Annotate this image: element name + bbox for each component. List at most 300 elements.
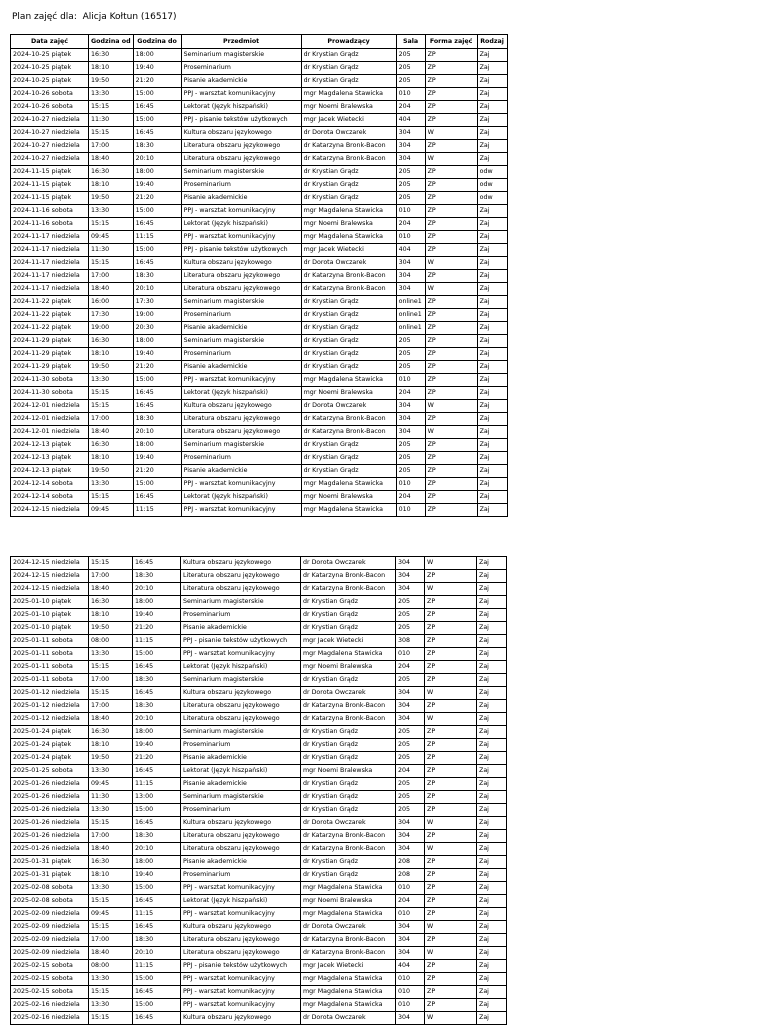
cell-type: Zaj (477, 648, 507, 661)
cell-time-to: 20:10 (133, 713, 181, 726)
cell-time-from: 11:30 (89, 791, 133, 804)
cell-form: W (425, 153, 477, 166)
cell-teacher: mgr Magdalena Stawicka (301, 88, 396, 101)
cell-time-from: 13:30 (89, 205, 134, 218)
cell-time-to: 11:15 (133, 778, 181, 791)
header-row (11, 35, 508, 49)
cell-subject: Lektorat (Język hiszpański) (181, 491, 301, 504)
cell-form: ZP (425, 635, 477, 648)
cell-subject: Proseminarium (181, 452, 301, 465)
cell-room: 205 (396, 192, 425, 205)
cell-time-to: 19:40 (133, 452, 181, 465)
cell-type: Zaj (477, 999, 507, 1012)
cell-time-from: 11:30 (89, 244, 134, 257)
cell-room: 010 (396, 908, 425, 921)
cell-room: 204 (396, 491, 425, 504)
cell-teacher: dr Krystian Grądz (301, 596, 396, 609)
cell-time-to: 20:10 (133, 947, 181, 960)
cell-teacher: mgr Noemi Bralewska (301, 387, 396, 400)
cell-room: 404 (396, 244, 425, 257)
cell-time-from: 17:00 (89, 934, 133, 947)
cell-subject: Proseminarium (181, 609, 301, 622)
cell-form: ZP (425, 791, 477, 804)
cell-time-from: 19:50 (89, 622, 133, 635)
cell-time-from: 18:10 (89, 609, 133, 622)
cell-time-to: 20:10 (133, 426, 181, 439)
table-row (11, 283, 508, 296)
cell-time-to: 20:30 (133, 322, 181, 335)
cell-form: ZP (425, 986, 477, 999)
page-header (12, 12, 177, 22)
cell-time-to: 15:00 (133, 374, 181, 387)
cell-date: 2025-01-12 niedziela (11, 713, 89, 726)
cell-date: 2024-12-15 niedziela (11, 504, 89, 517)
cell-teacher: dr Dorota Owczarek (301, 127, 396, 140)
cell-subject: Proseminarium (181, 179, 301, 192)
cell-time-to: 21:20 (133, 192, 181, 205)
schedule-body-page-1 (11, 49, 508, 517)
cell-subject: PPJ - warsztat komunikacyjny (181, 986, 301, 999)
cell-subject: PPJ - pisanie tekstów użytkowych (181, 960, 301, 973)
cell-date: 2025-02-15 sobota (11, 973, 89, 986)
cell-subject: Lektorat (Język hiszpański) (181, 895, 301, 908)
cell-time-to: 18:00 (133, 596, 181, 609)
cell-time-from: 16:30 (89, 439, 134, 452)
cell-subject: Proseminarium (181, 804, 301, 817)
table-row (11, 765, 507, 778)
cell-room: 010 (396, 986, 425, 999)
cell-type: Zaj (477, 570, 507, 583)
cell-teacher: mgr Noemi Bralewska (301, 491, 396, 504)
cell-subject: Literatura obszaru językowego (181, 140, 301, 153)
cell-time-from: 19:50 (89, 75, 134, 88)
cell-room: 205 (396, 361, 425, 374)
cell-form: ZP (425, 700, 477, 713)
cell-time-to: 13:00 (133, 791, 181, 804)
cell-form: ZP (425, 804, 477, 817)
cell-time-from: 16:30 (89, 49, 134, 62)
schedule-table-page-1 (10, 34, 508, 517)
cell-time-from: 15:15 (89, 218, 134, 231)
cell-time-to: 18:30 (133, 934, 181, 947)
cell-date: 2024-12-13 piątek (11, 465, 89, 478)
cell-teacher: mgr Jacek Wietecki (301, 635, 396, 648)
cell-time-from: 18:40 (89, 283, 134, 296)
cell-teacher: dr Krystian Grądz (301, 791, 396, 804)
cell-teacher: dr Dorota Owczarek (301, 400, 396, 413)
cell-time-to: 21:20 (133, 752, 181, 765)
cell-time-from: 17:30 (89, 309, 134, 322)
cell-time-to: 20:10 (133, 843, 181, 856)
table-row (11, 635, 507, 648)
cell-type: Zaj (477, 127, 507, 140)
cell-room: 205 (396, 739, 425, 752)
cell-time-from: 18:40 (89, 713, 133, 726)
cell-type: Zaj (477, 439, 507, 452)
cell-subject: Lektorat (Język hiszpański) (181, 661, 301, 674)
cell-teacher: dr Krystian Grądz (301, 674, 396, 687)
cell-subject: Seminarium magisterskie (181, 726, 301, 739)
cell-type: Zaj (477, 218, 507, 231)
cell-time-to: 16:45 (133, 661, 181, 674)
cell-time-to: 15:00 (133, 478, 181, 491)
cell-time-to: 15:00 (133, 999, 181, 1012)
cell-time-from: 18:10 (89, 62, 134, 75)
cell-time-to: 11:15 (133, 231, 181, 244)
cell-date: 2025-01-26 niedziela (11, 778, 89, 791)
cell-time-from: 16:30 (89, 166, 134, 179)
cell-type: Zaj (477, 283, 507, 296)
cell-room: 205 (396, 166, 425, 179)
cell-form: ZP (425, 478, 477, 491)
cell-room: 010 (396, 205, 425, 218)
cell-subject: Proseminarium (181, 739, 301, 752)
cell-date: 2025-01-11 sobota (11, 661, 89, 674)
cell-time-from: 17:00 (89, 700, 133, 713)
cell-room: 205 (396, 726, 425, 739)
cell-room: 304 (396, 283, 425, 296)
cell-room: 205 (396, 791, 425, 804)
cell-type: Zaj (477, 205, 507, 218)
cell-time-from: 18:10 (89, 739, 133, 752)
col-header-teacher: Prowadzący (301, 35, 396, 49)
cell-teacher: dr Dorota Owczarek (301, 557, 396, 570)
cell-time-from: 15:15 (89, 1012, 133, 1025)
table-row (11, 439, 508, 452)
cell-teacher: dr Dorota Owczarek (301, 817, 396, 830)
cell-time-to: 16:45 (133, 895, 181, 908)
cell-subject: Lektorat (Język hiszpański) (181, 101, 301, 114)
cell-room: 208 (396, 856, 425, 869)
cell-type: Zaj (477, 62, 507, 75)
cell-subject: Kultura obszaru językowego (181, 557, 301, 570)
cell-room: 304 (396, 713, 425, 726)
cell-teacher: dr Krystian Grądz (301, 869, 396, 882)
cell-room: 205 (396, 49, 425, 62)
table-row (11, 478, 508, 491)
cell-time-from: 15:15 (89, 817, 133, 830)
cell-date: 2025-01-25 sobota (11, 765, 89, 778)
cell-teacher: dr Krystian Grądz (301, 804, 396, 817)
table-row (11, 778, 507, 791)
cell-form: ZP (425, 570, 477, 583)
cell-type: Zaj (477, 504, 507, 517)
cell-time-to: 18:30 (133, 674, 181, 687)
cell-type: Zaj (477, 687, 507, 700)
cell-type: Zaj (477, 374, 507, 387)
table-row (11, 674, 507, 687)
table-row (11, 596, 507, 609)
cell-time-to: 19:40 (133, 62, 181, 75)
cell-form: ZP (425, 648, 477, 661)
cell-form: ZP (425, 491, 477, 504)
cell-teacher: dr Dorota Owczarek (301, 921, 396, 934)
cell-time-to: 17:30 (133, 296, 181, 309)
cell-time-from: 15:15 (89, 557, 133, 570)
cell-subject: Literatura obszaru językowego (181, 934, 301, 947)
table-row (11, 153, 508, 166)
cell-time-to: 18:30 (133, 140, 181, 153)
cell-teacher: dr Krystian Grądz (301, 609, 396, 622)
cell-time-to: 18:00 (133, 49, 181, 62)
cell-subject: PPJ - warsztat komunikacyjny (181, 478, 301, 491)
cell-type: Zaj (477, 270, 507, 283)
table-row (11, 244, 508, 257)
cell-form: ZP (425, 75, 477, 88)
cell-teacher: mgr Jacek Wietecki (301, 114, 396, 127)
cell-type: Zaj (477, 661, 507, 674)
cell-room: 205 (396, 335, 425, 348)
cell-time-from: 18:40 (89, 153, 134, 166)
cell-time-to: 11:15 (133, 960, 181, 973)
cell-time-from: 16:00 (89, 296, 134, 309)
cell-date: 2024-11-15 piątek (11, 192, 89, 205)
cell-teacher: dr Krystian Grądz (301, 322, 396, 335)
cell-type: Zaj (477, 583, 507, 596)
cell-type: odw (477, 179, 507, 192)
cell-time-to: 15:00 (133, 205, 181, 218)
table-row (11, 921, 507, 934)
cell-teacher: dr Krystian Grądz (301, 856, 396, 869)
cell-date: 2025-01-10 piątek (11, 622, 89, 635)
cell-room: 205 (396, 452, 425, 465)
cell-type: Zaj (477, 140, 507, 153)
cell-type: Zaj (477, 622, 507, 635)
table-row (11, 257, 508, 270)
cell-teacher: mgr Noemi Bralewska (301, 895, 396, 908)
cell-subject: Pisanie akademickie (181, 192, 301, 205)
cell-teacher: dr Katarzyna Bronk-Bacon (301, 947, 396, 960)
cell-subject: Literatura obszaru językowego (181, 570, 301, 583)
cell-room: 205 (396, 62, 425, 75)
table-row (11, 804, 507, 817)
cell-subject: Kultura obszaru językowego (181, 921, 301, 934)
cell-teacher: mgr Magdalena Stawicka (301, 374, 396, 387)
cell-time-to: 18:00 (133, 166, 181, 179)
table-row (11, 583, 507, 596)
cell-type: Zaj (477, 674, 507, 687)
cell-date: 2024-10-27 niedziela (11, 153, 89, 166)
cell-form: ZP (425, 322, 477, 335)
cell-date: 2025-02-08 sobota (11, 882, 89, 895)
cell-time-from: 16:30 (89, 596, 133, 609)
cell-time-to: 19:40 (133, 869, 181, 882)
cell-time-from: 09:45 (89, 908, 133, 921)
cell-subject: Pisanie akademickie (181, 322, 301, 335)
cell-time-from: 15:15 (89, 257, 134, 270)
table-row (11, 179, 508, 192)
cell-room: 204 (396, 765, 425, 778)
cell-date: 2025-02-15 sobota (11, 960, 89, 973)
table-row (11, 947, 507, 960)
cell-type: Zaj (477, 596, 507, 609)
cell-time-to: 18:30 (133, 413, 181, 426)
schedule-body-page-2 (11, 557, 507, 1025)
cell-teacher: mgr Magdalena Stawicka (301, 973, 396, 986)
cell-room: 205 (396, 778, 425, 791)
cell-room: 010 (396, 478, 425, 491)
cell-time-to: 19:40 (133, 739, 181, 752)
cell-form: ZP (425, 140, 477, 153)
cell-teacher: dr Katarzyna Bronk-Bacon (301, 583, 396, 596)
cell-subject: PPJ - warsztat komunikacyjny (181, 231, 301, 244)
cell-teacher: dr Krystian Grądz (301, 452, 396, 465)
cell-time-from: 13:30 (89, 999, 133, 1012)
cell-date: 2024-10-27 niedziela (11, 114, 89, 127)
cell-form: ZP (425, 439, 477, 452)
cell-subject: Lektorat (Język hiszpański) (181, 218, 301, 231)
table-row (11, 895, 507, 908)
cell-teacher: dr Krystian Grądz (301, 348, 396, 361)
table-row (11, 817, 507, 830)
cell-room: 304 (396, 817, 425, 830)
cell-room: 010 (396, 374, 425, 387)
cell-time-from: 18:10 (89, 869, 133, 882)
cell-date: 2024-10-25 piątek (11, 75, 89, 88)
cell-subject: PPJ - warsztat komunikacyjny (181, 999, 301, 1012)
cell-time-from: 08:00 (89, 635, 133, 648)
cell-date: 2025-02-09 niedziela (11, 934, 89, 947)
cell-form: W (425, 687, 477, 700)
student-name: Alicja Kołtun (16517) (82, 12, 177, 22)
cell-subject: Literatura obszaru językowego (181, 713, 301, 726)
cell-subject: PPJ - pisanie tekstów użytkowych (181, 244, 301, 257)
col-header-form: Forma zajęć (425, 35, 477, 49)
cell-subject: Kultura obszaru językowego (181, 1012, 301, 1025)
cell-subject: Proseminarium (181, 309, 301, 322)
cell-room: 205 (396, 348, 425, 361)
cell-date: 2024-12-01 niedziela (11, 400, 89, 413)
cell-time-from: 15:15 (89, 387, 134, 400)
cell-time-to: 15:00 (133, 88, 181, 101)
cell-type: Zaj (477, 413, 507, 426)
cell-time-from: 18:10 (89, 452, 134, 465)
table-row (11, 88, 508, 101)
cell-time-to: 15:00 (133, 648, 181, 661)
cell-subject: Literatura obszaru językowego (181, 153, 301, 166)
table-row (11, 218, 508, 231)
cell-form: W (425, 713, 477, 726)
cell-date: 2024-11-15 piątek (11, 179, 89, 192)
cell-subject: Pisanie akademickie (181, 75, 301, 88)
cell-date: 2025-01-12 niedziela (11, 700, 89, 713)
table-row (11, 986, 507, 999)
cell-date: 2024-11-17 niedziela (11, 283, 89, 296)
table-row (11, 101, 508, 114)
cell-date: 2024-11-17 niedziela (11, 270, 89, 283)
table-row (11, 309, 508, 322)
cell-room: 304 (396, 570, 425, 583)
cell-room: 205 (396, 439, 425, 452)
cell-time-from: 15:15 (89, 921, 133, 934)
cell-form: ZP (425, 752, 477, 765)
col-header-date: Data zajęć (11, 35, 89, 49)
cell-room: 304 (396, 583, 425, 596)
cell-form: ZP (425, 192, 477, 205)
cell-time-from: 17:00 (89, 140, 134, 153)
cell-teacher: mgr Jacek Wietecki (301, 960, 396, 973)
cell-teacher: mgr Noemi Bralewska (301, 661, 396, 674)
cell-time-to: 16:45 (133, 817, 181, 830)
cell-time-to: 18:00 (133, 335, 181, 348)
cell-form: ZP (425, 114, 477, 127)
cell-form: ZP (425, 62, 477, 75)
cell-date: 2024-11-17 niedziela (11, 257, 89, 270)
cell-room: 304 (396, 687, 425, 700)
cell-room: online1 (396, 309, 425, 322)
cell-time-to: 16:45 (133, 218, 181, 231)
table-row (11, 752, 507, 765)
cell-room: online1 (396, 296, 425, 309)
cell-time-to: 16:45 (133, 986, 181, 999)
cell-teacher: dr Katarzyna Bronk-Bacon (301, 843, 396, 856)
cell-type: Zaj (477, 257, 507, 270)
cell-date: 2025-02-16 niedziela (11, 1012, 89, 1025)
cell-time-from: 13:30 (89, 88, 134, 101)
table-row (11, 387, 508, 400)
cell-time-from: 13:30 (89, 648, 133, 661)
cell-type: Zaj (477, 153, 507, 166)
cell-form: ZP (425, 674, 477, 687)
cell-time-to: 16:45 (133, 127, 181, 140)
cell-time-to: 16:45 (133, 491, 181, 504)
cell-time-to: 19:00 (133, 309, 181, 322)
cell-time-from: 18:10 (89, 348, 134, 361)
table-row (11, 1012, 507, 1025)
cell-date: 2025-01-11 sobota (11, 635, 89, 648)
cell-form: ZP (425, 726, 477, 739)
table-row (11, 296, 508, 309)
cell-time-from: 18:40 (89, 583, 133, 596)
cell-type: Zaj (477, 986, 507, 999)
cell-date: 2025-01-10 piątek (11, 596, 89, 609)
cell-form: ZP (425, 335, 477, 348)
cell-form: W (425, 921, 477, 934)
cell-form: W (425, 817, 477, 830)
cell-type: Zaj (477, 921, 507, 934)
cell-type: Zaj (477, 348, 507, 361)
cell-time-from: 13:30 (89, 882, 133, 895)
cell-date: 2024-12-01 niedziela (11, 413, 89, 426)
cell-date: 2024-11-30 sobota (11, 374, 89, 387)
cell-room: 304 (396, 934, 425, 947)
cell-time-from: 19:00 (89, 322, 134, 335)
cell-time-from: 18:40 (89, 843, 133, 856)
table-row (11, 127, 508, 140)
cell-subject: Literatura obszaru językowego (181, 700, 301, 713)
cell-subject: PPJ - warsztat komunikacyjny (181, 973, 301, 986)
cell-form: ZP (425, 882, 477, 895)
table-row (11, 192, 508, 205)
cell-room: 205 (396, 609, 425, 622)
cell-type: Zaj (477, 830, 507, 843)
cell-subject: Kultura obszaru językowego (181, 127, 301, 140)
cell-time-from: 13:30 (89, 973, 133, 986)
table-row (11, 504, 508, 517)
table-row (11, 231, 508, 244)
cell-form: W (425, 426, 477, 439)
cell-date: 2024-11-30 sobota (11, 387, 89, 400)
table-row (11, 465, 508, 478)
cell-form: ZP (425, 387, 477, 400)
cell-type: Zaj (477, 452, 507, 465)
cell-date: 2025-01-10 piątek (11, 609, 89, 622)
cell-subject: Seminarium magisterskie (181, 791, 301, 804)
cell-type: Zaj (477, 713, 507, 726)
cell-subject: Pisanie akademickie (181, 361, 301, 374)
table-row (11, 49, 508, 62)
cell-form: ZP (425, 778, 477, 791)
